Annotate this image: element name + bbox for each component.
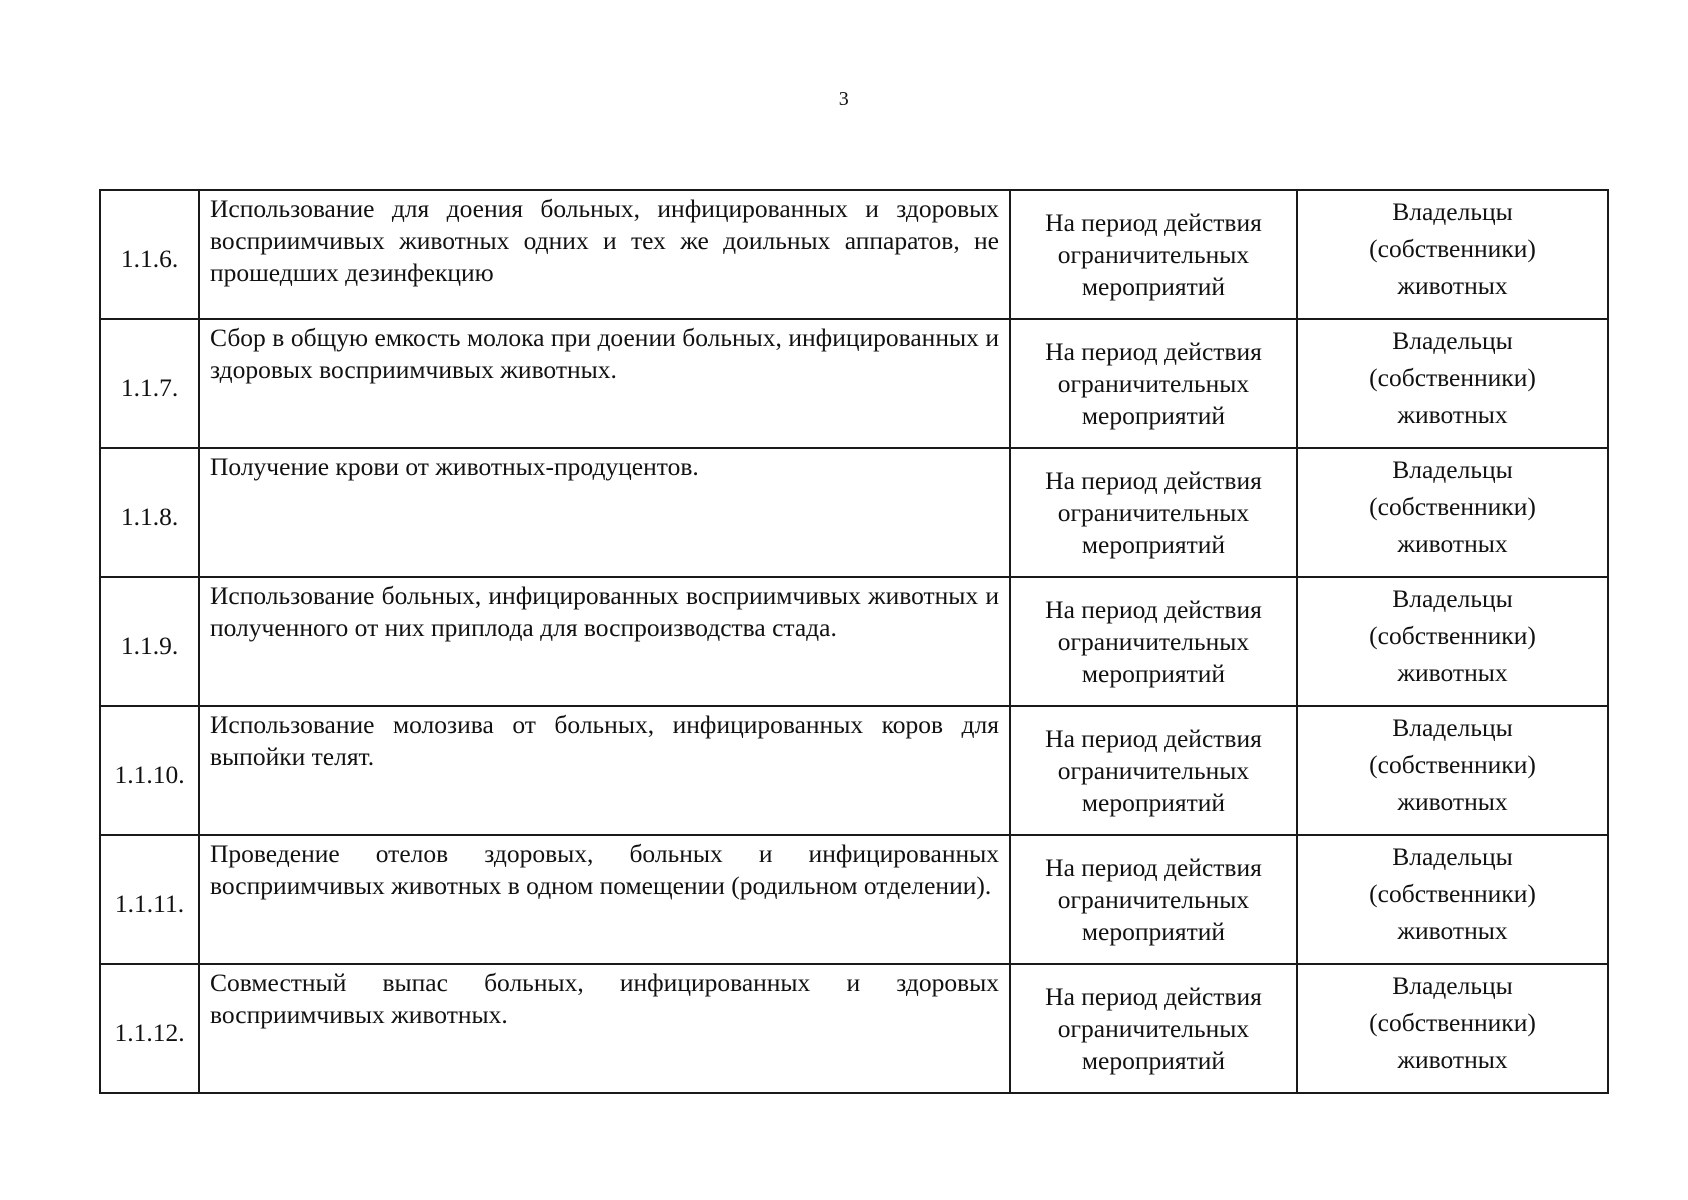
measure-description-cell: Сбор в общую емкость молока при доении больных, инфицированных и здоровых восприимчивых животных. [199,319,1010,448]
responsible-line: животных [1397,787,1508,816]
responsible-line: животных [1397,400,1508,429]
period-cell [1010,964,1297,1093]
measure-description-cell: Использование молозива от больных, инфицированных коров для выпойки телят. [199,706,1010,835]
period-cell [1010,835,1297,964]
measure-description-cell: Проведение отелов здоровых, больных и инфицированных восприимчивых животных в одном помещении (родильном отделении). [199,835,1010,964]
item-number-cell: 1.1.6. [100,190,199,319]
responsible-cell [1297,964,1608,1093]
period-cell [1010,319,1297,448]
period-line: мероприятий [1081,787,1226,817]
responsible-line: (собственники) [1369,234,1536,263]
period-line: мероприятий [1081,1045,1226,1075]
measure-description-cell: Использование для доения больных, инфицированных и здоровых восприимчивых животных одних и тех же доильных аппаратов, не прошедших дезинфекцию [199,190,1010,319]
table-row [100,706,1608,835]
item-number-cell: 1.1.7. [100,319,199,448]
responsible-line: Владельцы [1392,713,1513,742]
period-line: мероприятий [1081,400,1226,430]
period-line: мероприятий [1081,916,1226,946]
responsible-line: Владельцы [1392,971,1513,1000]
item-number-cell: 1.1.11. [100,835,199,964]
responsible-line: Владельцы [1392,842,1513,871]
period-line: ограничительных [1057,368,1250,398]
measure-description-cell: Совместный выпас больных, инфицированных и здоровых восприимчивых животных. [199,964,1010,1093]
period-line: ограничительных [1057,497,1250,527]
period-cell [1010,706,1297,835]
responsible-cell [1297,577,1608,706]
measures-table [99,189,1609,1094]
period-line: мероприятий [1081,271,1226,301]
responsible-line: (собственники) [1369,621,1536,650]
period-line: ограничительных [1057,1013,1250,1043]
table-row [100,319,1608,448]
period-line: ограничительных [1057,755,1250,785]
responsible-cell [1297,706,1608,835]
period-line: На период действия [1045,723,1262,753]
table-row [100,190,1608,319]
responsible-line: (собственники) [1369,750,1536,779]
period-line: мероприятий [1081,658,1226,688]
table-row [100,835,1608,964]
responsible-line: Владельцы [1392,197,1513,226]
item-number-cell: 1.1.8. [100,448,199,577]
period-line: На период действия [1045,852,1262,882]
item-number-cell: 1.1.12. [100,964,199,1093]
responsible-cell [1297,835,1608,964]
period-line: На период действия [1045,594,1262,624]
responsible-line: животных [1397,658,1508,687]
responsible-line: Владельцы [1392,326,1513,355]
table-row [100,964,1608,1093]
page-number: 3 [838,88,850,110]
table-row [100,448,1608,577]
period-line: На период действия [1045,981,1262,1011]
responsible-line: Владельцы [1392,584,1513,613]
measure-description-cell: Использование больных, инфицированных восприимчивых животных и полученного от них приплода для воспроизводства стада. [199,577,1010,706]
responsible-line: (собственники) [1369,1008,1536,1037]
item-number-cell: 1.1.10. [100,706,199,835]
period-line: мероприятий [1081,529,1226,559]
responsible-line: (собственники) [1369,879,1536,908]
responsible-line: (собственники) [1369,492,1536,521]
responsible-line: (собственники) [1369,363,1536,392]
responsible-line: животных [1397,271,1508,300]
responsible-line: животных [1397,916,1508,945]
period-line: ограничительных [1057,884,1250,914]
responsible-line: животных [1397,529,1508,558]
item-number-cell: 1.1.9. [100,577,199,706]
responsible-line: животных [1397,1045,1508,1074]
responsible-cell [1297,190,1608,319]
responsible-cell [1297,448,1608,577]
table-row [100,577,1608,706]
period-line: ограничительных [1057,626,1250,656]
period-cell [1010,448,1297,577]
period-line: На период действия [1045,465,1262,495]
period-line: На период действия [1045,336,1262,366]
period-line: ограничительных [1057,239,1250,269]
responsible-line: Владельцы [1392,455,1513,484]
measure-description-cell: Получение крови от животных-продуцентов. [199,448,1010,577]
period-line: На период действия [1045,207,1262,237]
measures-table-body [100,190,1608,1093]
responsible-cell [1297,319,1608,448]
period-cell [1010,190,1297,319]
period-cell [1010,577,1297,706]
